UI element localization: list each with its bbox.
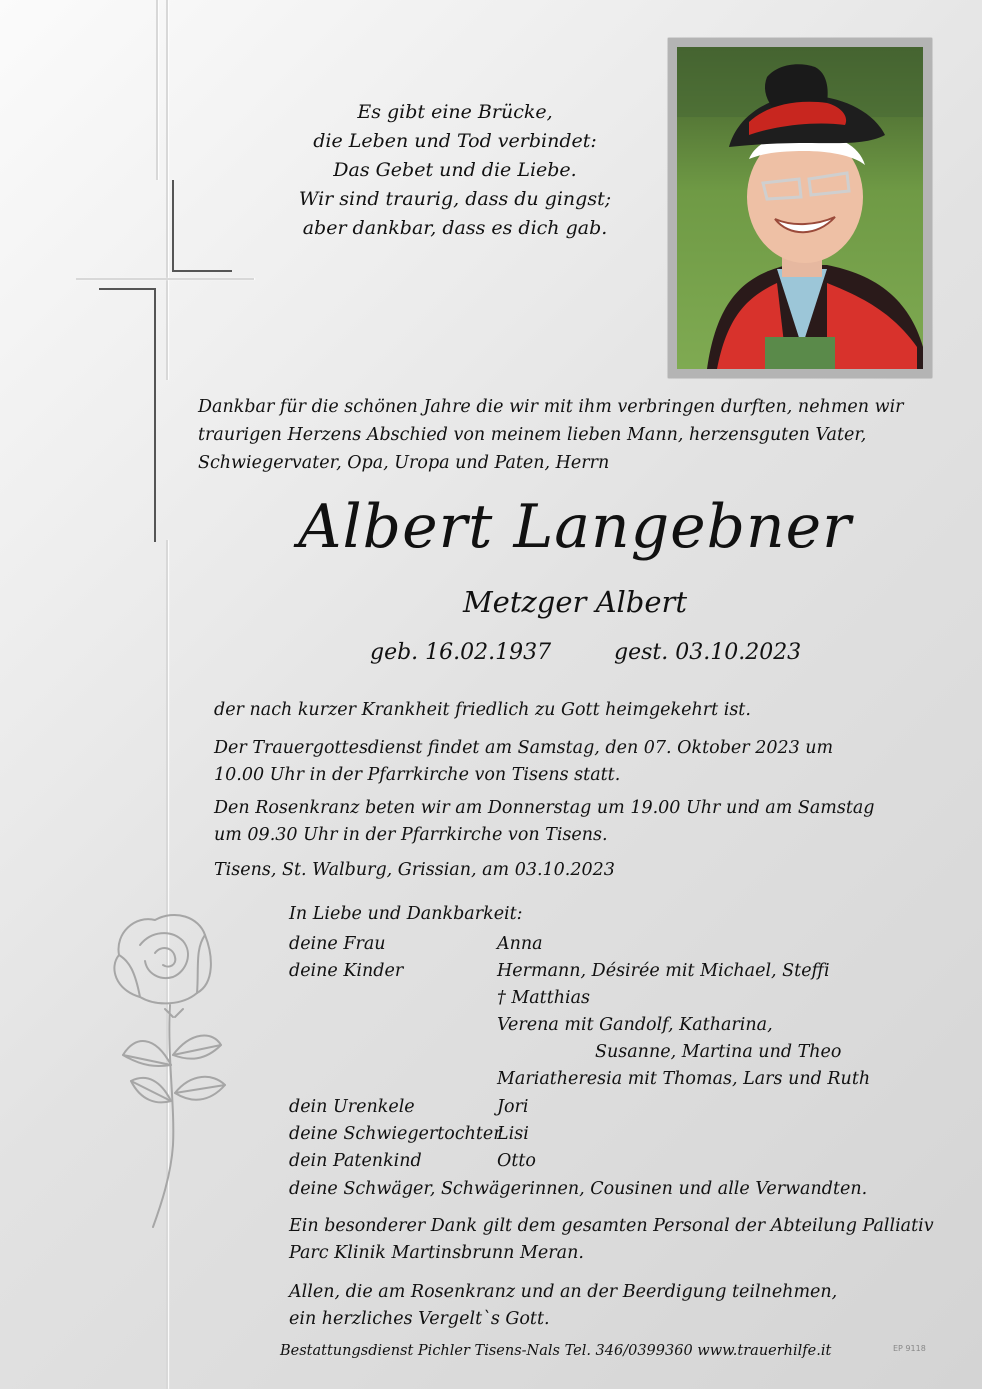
portrait-photo-frame xyxy=(668,38,932,378)
vertical-line-light xyxy=(156,0,158,180)
poem-line: die Leben und Tod verbindet: xyxy=(313,130,597,152)
relation-names: Anna xyxy=(497,934,543,954)
nickname: Metzger Albert xyxy=(462,585,688,619)
poem-line: Es gibt eine Brücke, xyxy=(357,101,553,123)
relation-label: deine Schwiegertochter xyxy=(289,1124,502,1144)
thanks-line: Parc Klinik Martinsbrunn Meran. xyxy=(289,1243,584,1263)
portrait-illustration xyxy=(677,47,923,369)
closing-line: Allen, die am Rosenkranz und an der Beerdigung teilnehmen, xyxy=(289,1282,838,1302)
birth-date: geb. 16.02.1937 xyxy=(370,640,552,665)
poem-line: aber dankbar, dass es dich gab. xyxy=(302,217,608,239)
thanks-text xyxy=(289,1213,934,1267)
closing-text xyxy=(289,1279,837,1333)
funeral-line: Der Trauergottesdienst findet am Samstag, den 07. Oktober 2023 um xyxy=(214,738,834,758)
relatives-line: deine Schwäger, Schwägerinnen, Cousinen und alle Verwandten. xyxy=(289,1179,868,1199)
print-mark: EP 9118 xyxy=(893,1344,926,1353)
relation-label: deine Frau xyxy=(289,934,386,954)
closing-line: ein herzliches Vergelt`s Gott. xyxy=(289,1309,550,1329)
portrait-photo xyxy=(677,47,923,369)
relation-names: Lisi xyxy=(497,1124,529,1144)
relation-names: Mariatheresia mit Thomas, Lars und Ruth xyxy=(497,1069,871,1089)
relation-label: dein Urenkele xyxy=(289,1097,415,1117)
relation-label: deine Kinder xyxy=(289,961,404,981)
thanks-line: Ein besonderer Dank gilt dem gesamten Personal der Abteilung Palliativ xyxy=(289,1216,934,1236)
poem-line: Das Gebet und die Liebe. xyxy=(333,159,577,181)
poem-line: Wir sind traurig, dass du gingst; xyxy=(298,188,612,210)
relation-names: Otto xyxy=(497,1151,536,1171)
relation-names: Susanne, Martina und Theo xyxy=(595,1042,842,1062)
rosary-info xyxy=(214,795,875,849)
deceased-name: Albert Langebner xyxy=(298,492,852,562)
rosary-line: um 09.30 Uhr in der Pfarrkirche von Tisens. xyxy=(214,825,608,845)
relation-names: Verena mit Gandolf, Katharina, xyxy=(497,1015,773,1035)
relation-label: dein Patenkind xyxy=(289,1151,422,1171)
death-date: gest. 03.10.2023 xyxy=(614,640,802,665)
funeral-home-footer: Bestattungsdienst Pichler Tisens-Nals Tel. 346/0399360 www.trauerhilfe.it xyxy=(280,1343,832,1359)
poem xyxy=(240,98,670,243)
relation-names: † Matthias xyxy=(497,988,591,1008)
relation-names: Hermann, Désirée mit Michael, Steffi xyxy=(497,961,830,981)
horizontal-line-light xyxy=(76,278,254,280)
mourners-heading: In Liebe und Dankbarkeit: xyxy=(289,904,523,924)
rosary-line: Den Rosenkranz beten wir am Donnerstag um 19.00 Uhr und am Samstag xyxy=(214,798,875,818)
death-statement: der nach kurzer Krankheit friedlich zu Gott heimgekehrt ist. xyxy=(214,700,751,720)
place-date: Tisens, St. Walburg, Grissian, am 03.10.2023 xyxy=(214,860,615,880)
funeral-line: 10.00 Uhr in der Pfarrkirche von Tisens statt. xyxy=(214,765,621,785)
intro-line: Schwiegervater, Opa, Uropa und Paten, Herrn xyxy=(198,453,610,473)
funeral-info xyxy=(214,735,833,789)
rose-icon xyxy=(95,905,265,1235)
relation-names: Jori xyxy=(497,1097,529,1117)
intro-line: Dankbar für die schönen Jahre die wir mit ihm verbringen durften, nehmen wir xyxy=(198,397,904,417)
intro-line: traurigen Herzens Abschied von meinem lieben Mann, herzensguten Vater, xyxy=(198,425,867,445)
intro-text xyxy=(198,393,918,477)
vertical-line-light xyxy=(166,0,168,380)
